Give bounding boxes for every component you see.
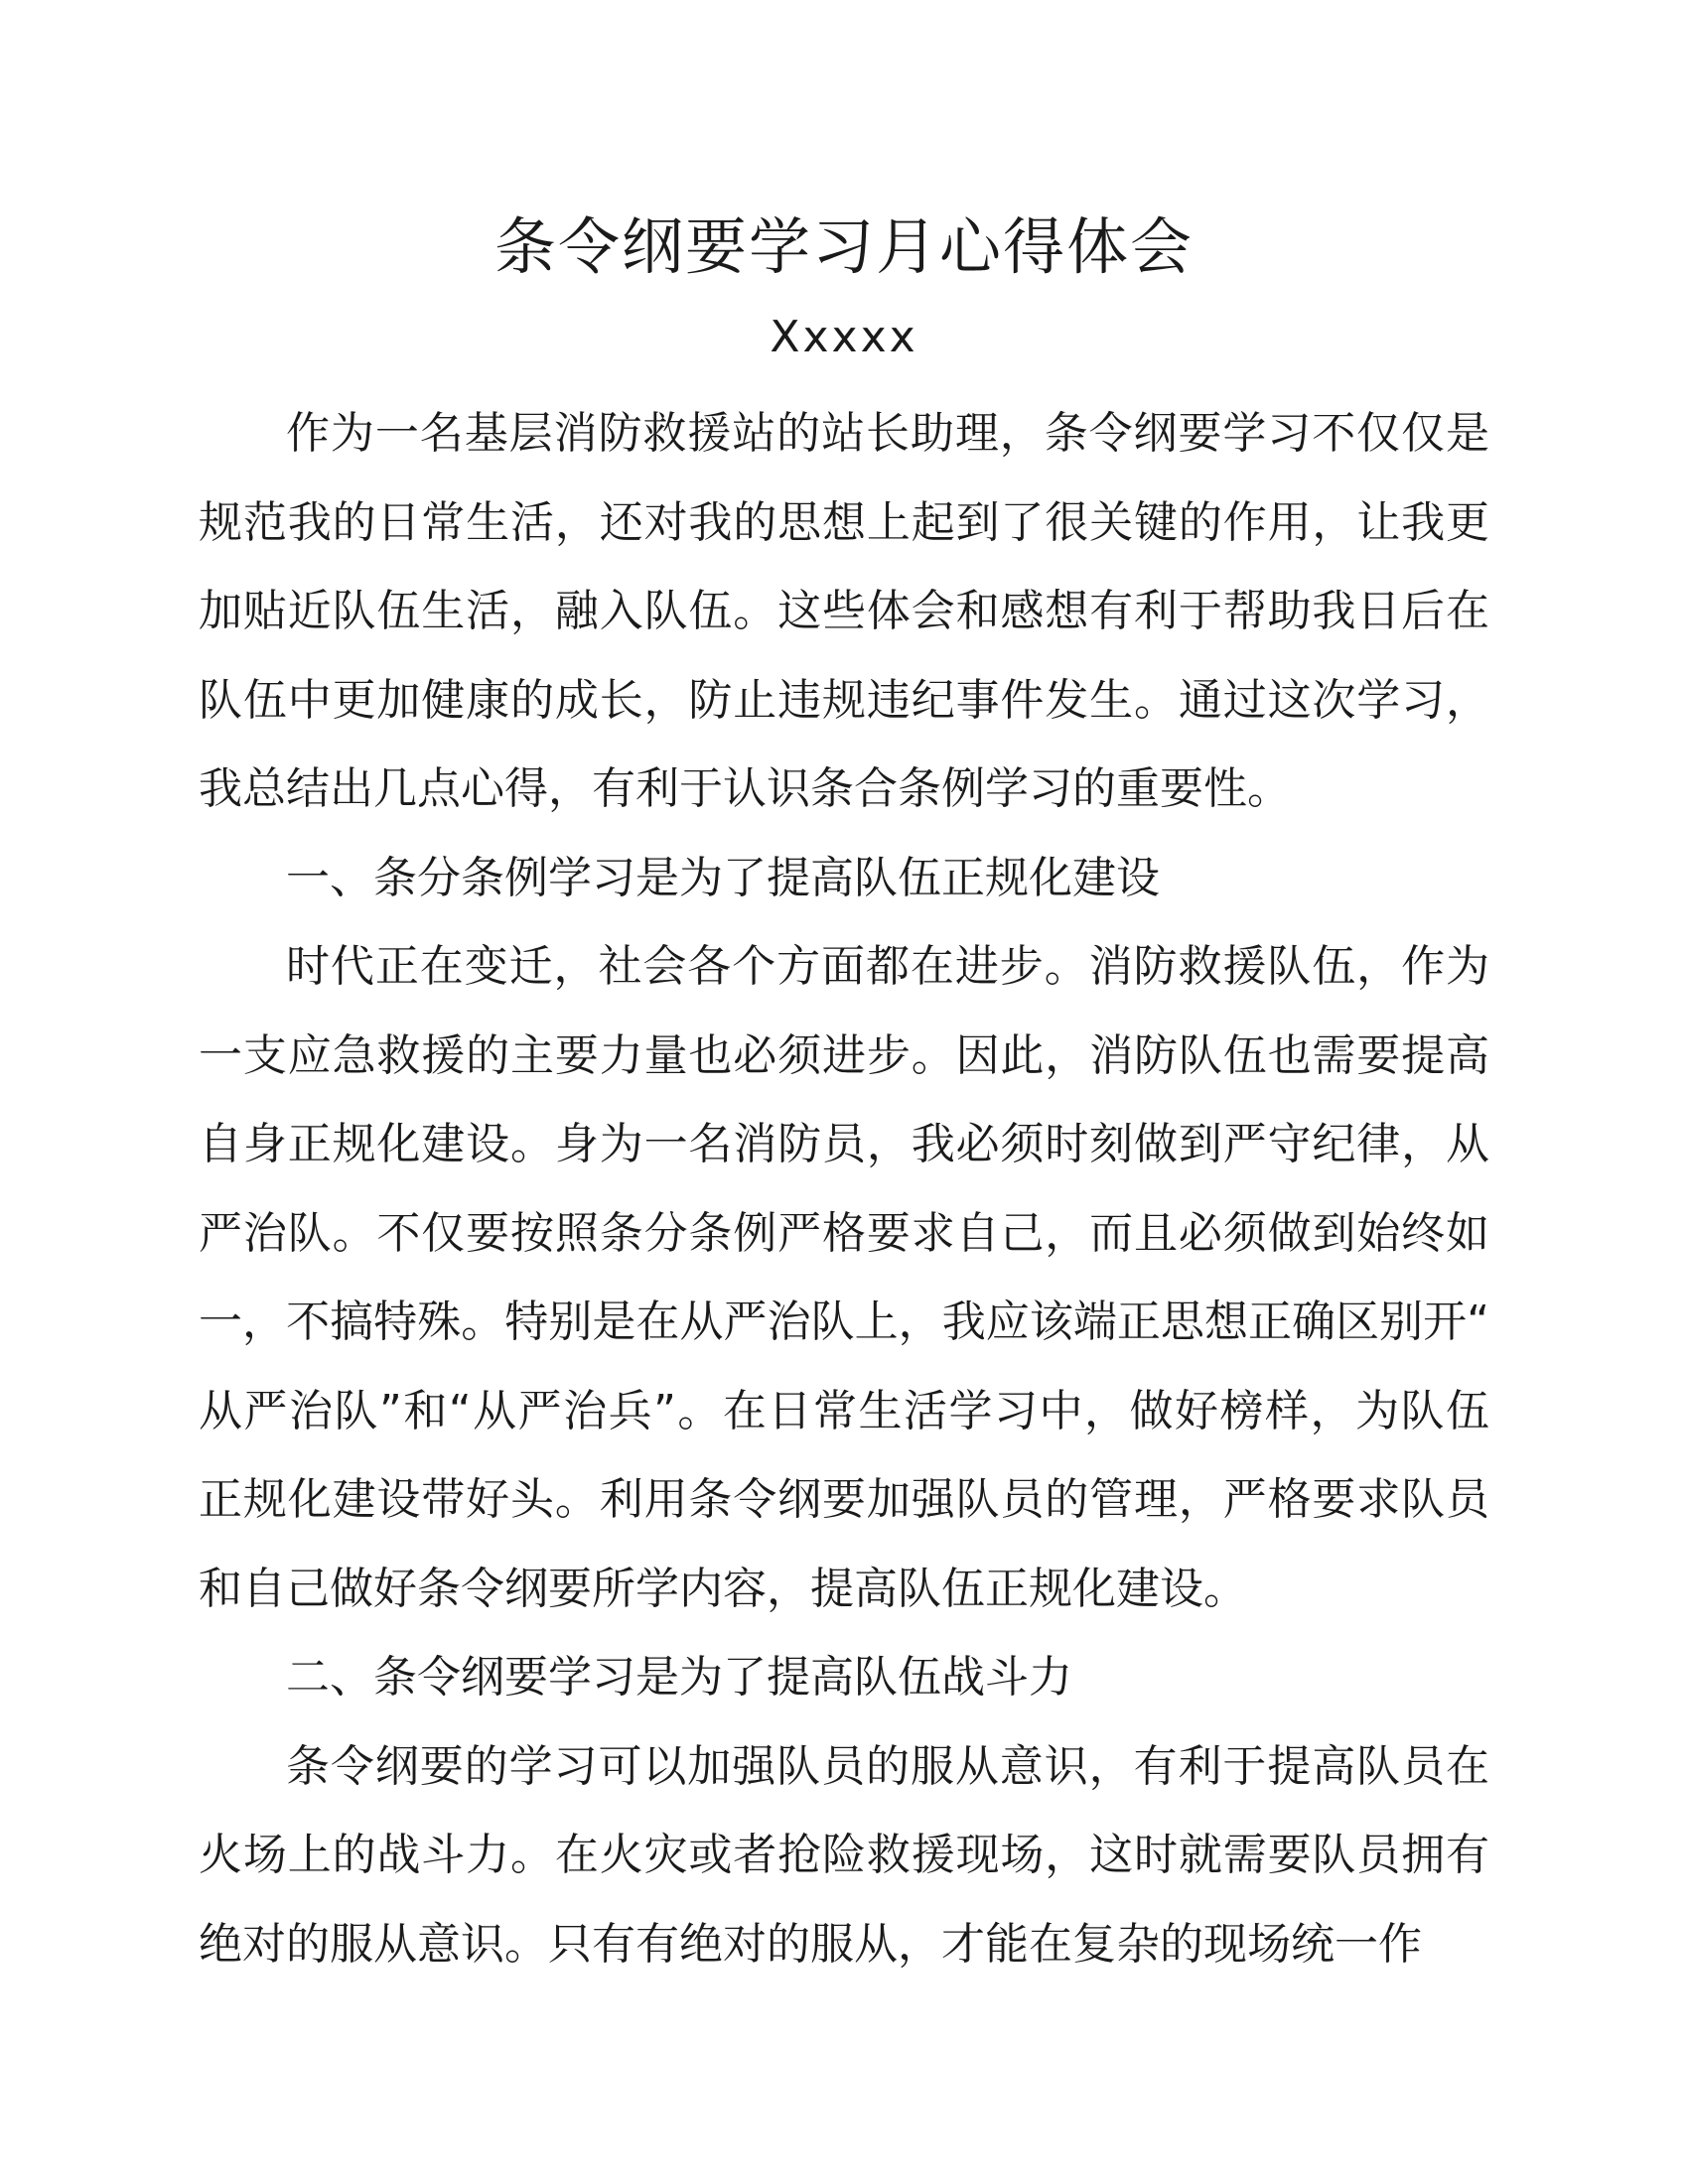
document-author: Xxxxx — [770, 312, 918, 362]
section-heading-2: 二、条令纲要学习是为了提高队伍战斗力 — [286, 1652, 1072, 1703]
document-body — [199, 389, 1489, 1988]
paragraph-section-2: 条令纲要的学习可以加强队员的服从意识，有利于提高队员在火场上的战斗力。在火灾或者抢险救援现场，这时就需要队员拥有绝对的服从意识。只有有绝对的服从，才能在复杂的现场统一作 — [199, 1740, 1489, 1970]
section-heading-1: 一、条分条例学习是为了提高队伍正规化建设 — [286, 852, 1160, 903]
document-title: 条令纲要学习月心得体会 — [493, 210, 1194, 283]
paragraph-section-1: 时代正在变迁，社会各个方面都在进步。消防救援队伍，作为一支应急救援的主要力量也必须进步。因此，消防队伍也需要提高自身正规化建设。身为一名消防员，我必须时刻做到严守纪律，从严治队。不仅要按照条分条例严格要求自己，而且必须做到始终如一，不搞特殊。特别是在从严治队上，我应该端正思想正确区别开“从严治队”和“从严治兵”。在日常生活学习中，做好榜样，为队伍正规化建设带好头。利用条令纲要加强队员的管理，严格要求队员和自己做好条令纲要所学内容，提高队伍正规化建设。 — [199, 941, 1489, 1614]
paragraph-intro: 作为一名基层消防救援站的站长助理，条令纲要学习不仅仅是规范我的日常生活，还对我的思想上起到了很关键的作用，让我更加贴近队伍生活，融入队伍。这些体会和感想有利于帮助我日后在队伍中更加健康的成长，防止违规违纪事件发生。通过这次学习，我总结出几点心得，有利于认识条合条例学习的重要性。 — [199, 408, 1489, 814]
